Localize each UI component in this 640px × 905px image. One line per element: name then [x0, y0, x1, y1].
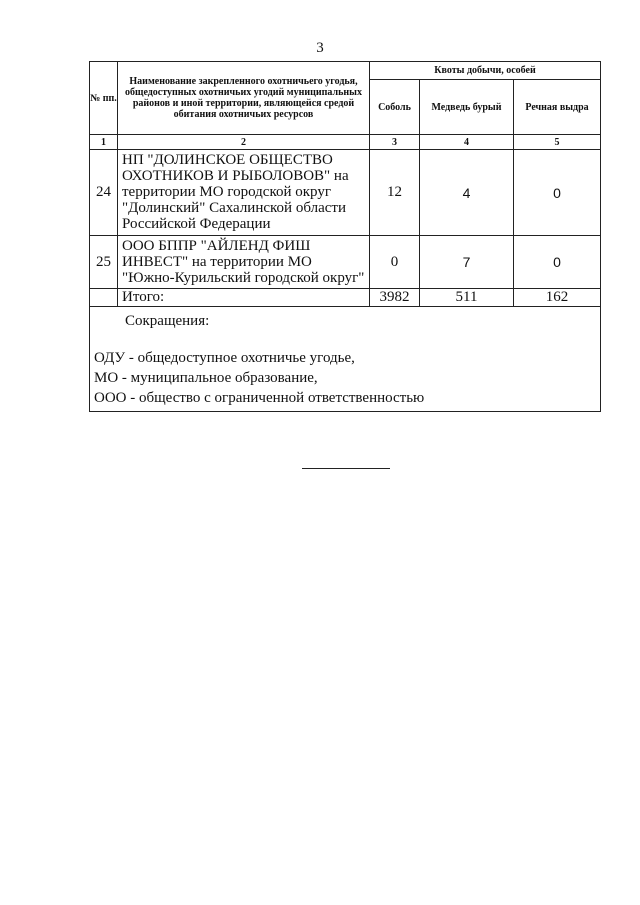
column-number: 3 — [370, 135, 420, 150]
row-otter: 0 — [514, 236, 601, 289]
column-number: 1 — [90, 135, 118, 150]
row-number: 24 — [90, 150, 118, 236]
total-row — [90, 289, 601, 307]
row-sable: 12 — [370, 150, 420, 236]
row-bear: 7 — [420, 236, 514, 289]
column-number: 2 — [118, 135, 370, 150]
total-bear: 511 — [420, 289, 514, 307]
header-quota-group: Квоты добычи, особей — [370, 62, 601, 80]
quota-table — [89, 61, 601, 412]
header-name: Наименование закрепленного охотничьего угодья, общедоступных охотничьих угодий муниципальных районов и иной территории, являющейся средой обитания охотничьих ресурсов — [118, 62, 370, 135]
row-otter: 0 — [514, 150, 601, 236]
row-bear: 4 — [420, 150, 514, 236]
total-sable: 3982 — [370, 289, 420, 307]
total-num-cell — [90, 289, 118, 307]
column-number: 5 — [514, 135, 601, 150]
column-number-row — [90, 135, 601, 150]
row-name: ООО БППР "АЙЛЕНД ФИШ ИНВЕСТ" на территории МО "Южно-Курильский городской округ" — [118, 236, 370, 289]
row-name: НП "ДОЛИНСКОЕ ОБЩЕСТВО ОХОТНИКОВ И РЫБОЛОВОВ" на территории МО городской округ "Долинский" Сахалинской области Российской Федерации — [118, 150, 370, 236]
table-row — [90, 236, 601, 289]
notes-row — [90, 307, 601, 412]
row-sable: 0 — [370, 236, 420, 289]
column-number: 4 — [420, 135, 514, 150]
header-num: № пп. — [90, 62, 118, 135]
page-number: 3 — [316, 40, 324, 56]
footer-divider — [302, 468, 390, 469]
row-number: 25 — [90, 236, 118, 289]
total-otter: 162 — [514, 289, 601, 307]
abbreviation-line: МО - муниципальное образование, — [94, 370, 318, 386]
header-row-top — [90, 62, 601, 80]
abbreviations-title: Сокращения: — [125, 313, 210, 329]
abbreviation-line: ООО - общество с ограниченной ответственностью — [94, 390, 425, 406]
header-otter: Речная выдра — [514, 80, 601, 135]
header-bear: Медведь бурый — [420, 80, 514, 135]
total-label: Итого: — [118, 289, 370, 307]
abbreviation-line: ОДУ - общедоступное охотничье угодье, — [94, 350, 355, 366]
table-row — [90, 150, 601, 236]
header-sable: Соболь — [370, 80, 420, 135]
abbreviations — [90, 307, 601, 412]
